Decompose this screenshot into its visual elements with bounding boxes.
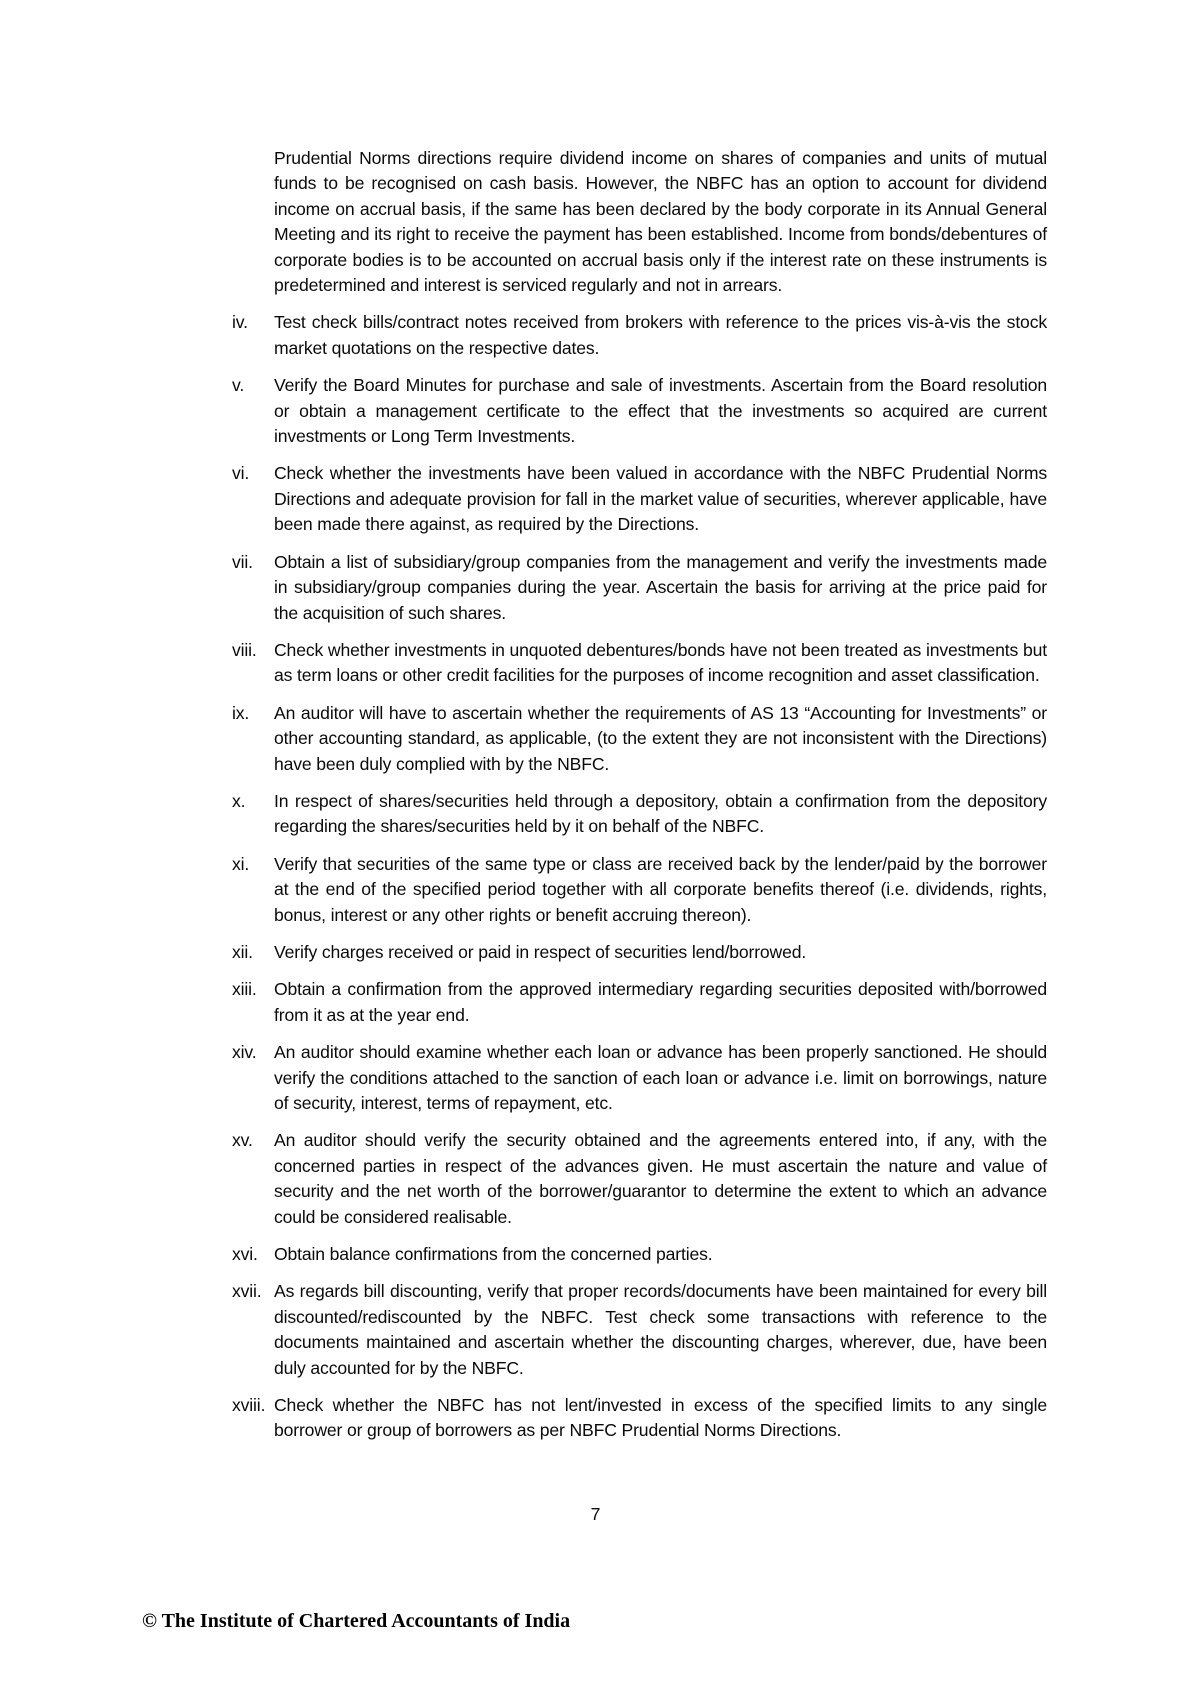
list-item-xv	[232, 1128, 1047, 1230]
list-item-iv	[232, 310, 1047, 361]
list-item-text: Obtain a list of subsidiary/group companies from the management and verify the investments made in subsidiary/group companies during the year. Ascertain the basis for arriving at the price paid for the acquisition of such shares.	[274, 551, 1047, 623]
list-item-xviii	[232, 1393, 1047, 1444]
list-item-text: As regards bill discounting, verify that proper records/documents have been maintained for every bill discounted/rediscounted by the NBFC. Test check some transactions with reference to the documents maintained and ascertain whether the discounting charges, wherever, due, have been duly accounted for by the NBFC.	[274, 1281, 1047, 1378]
list-item-number: iv.	[232, 312, 248, 333]
list-item-number: ix.	[232, 702, 250, 723]
list-item-text: Obtain balance confirmations from the concerned parties.	[274, 1244, 713, 1265]
list-item-xvii	[232, 1279, 1047, 1381]
list-item-text: In respect of shares/securities held through a depository, obtain a confirmation from the depository regarding the shares/securities held by it on behalf of the NBFC.	[274, 790, 1047, 837]
page-number: 7	[590, 1504, 601, 1524]
list-item-ix	[232, 701, 1047, 777]
list-item-number: vii.	[232, 551, 253, 572]
document-body	[232, 146, 1047, 1456]
list-item-text: An auditor should examine whether each loan or advance has been properly sanctioned. He should verify the conditions attached to the sanction of each loan or advance i.e. limit on borrowings, nature of security, interest, terms of repayment, etc.	[274, 1042, 1047, 1113]
list-item-x	[232, 789, 1047, 840]
list-item-number: xi.	[232, 853, 250, 874]
list-item-number: v.	[232, 375, 245, 396]
list-item-number: xii.	[232, 941, 253, 962]
list-item-number: xviii.	[232, 1395, 266, 1416]
list-item-xii	[232, 940, 1047, 965]
list-item-text: Check whether the investments have been valued in accordance with the NBFC Prudential Norms Directions and adequate provision for fall in the market value of securities, wherever applicable, have been made there against, as required by the Directions.	[274, 463, 1047, 535]
list-item-number: vi.	[232, 463, 250, 484]
list-item-text: Check whether the NBFC has not lent/invested in excess of the specified limits to any single borrower or group of borrowers as per NBFC Prudential Norms Directions.	[274, 1395, 1047, 1441]
list-item-xvi	[232, 1242, 1047, 1267]
list-item-xi	[232, 852, 1047, 928]
copyright-footer: © The Institute of Chartered Accountants of India	[142, 1610, 571, 1632]
list-item-text: Verify the Board Minutes for purchase and sale of investments. Ascertain from the Board resolution or obtain a management certificate to the effect that the investments so acquired are current investments or Long Term Investments.	[274, 375, 1047, 447]
list-item-vi	[232, 461, 1047, 537]
intro-paragraph: Prudential Norms directions require dividend income on shares of companies and units of mutual funds to be recognised on cash basis. However, the NBFC has an option to account for dividend income on accrual basis, if the same has been declared by the body corporate in its Annual General Meeting and its right to receive the payment has been established. Income from bonds/debentures of corporate bodies is to be accounted on accrual basis only if the interest rate on these instruments is predetermined and interest is serviced regularly and not in arrears.	[274, 148, 1047, 296]
list-item-text: Obtain a confirmation from the approved intermediary regarding securities deposited with/borrowed from it as at the year end.	[274, 979, 1047, 1025]
list-item-number: xvii.	[232, 1281, 262, 1302]
list-item-number: xiv.	[232, 1042, 257, 1063]
list-item-number: viii.	[232, 639, 257, 660]
list-item-text: Test check bills/contract notes received from brokers with reference to the prices vis-à-vis the stock market quotations on the respective dates.	[274, 312, 1047, 358]
list-item-xiv	[232, 1040, 1047, 1116]
list-item-number: xiii.	[232, 979, 257, 1000]
list-item-v	[232, 373, 1047, 449]
list-item-text: Verify charges received or paid in respect of securities lend/borrowed.	[274, 941, 807, 962]
list-item-vii	[232, 550, 1047, 626]
list-item-number: x.	[232, 790, 246, 811]
list-item-text: An auditor will have to ascertain whether the requirements of AS 13 “Accounting for Investments” or other accounting standard, as applicable, (to the extent they are not inconsistent with the Directions) have been duly complied with by the NBFC.	[274, 702, 1047, 774]
list-item-text: An auditor should verify the security obtained and the agreements entered into, if any, with the concerned parties in respect of the advances given. He must ascertain the nature and value of security and the net worth of the borrower/guarantor to determine the extent to which an advance could be considered realisable.	[274, 1130, 1047, 1227]
list-item-number: xv.	[232, 1130, 253, 1151]
list-item-number: xvi.	[232, 1244, 258, 1265]
list-item-text: Verify that securities of the same type or class are received back by the lender/paid by the borrower at the end of the specified period together with all corporate benefits thereof (i.e. dividends, rights, bonus, interest or any other rights or benefit accruing thereon).	[274, 853, 1047, 925]
list-item-viii	[232, 638, 1047, 689]
list-item-text: Check whether investments in unquoted debentures/bonds have not been treated as investments but as term loans or other credit facilities for the purposes of income recognition and asset classification.	[274, 639, 1047, 686]
list-item-xiii	[232, 977, 1047, 1028]
